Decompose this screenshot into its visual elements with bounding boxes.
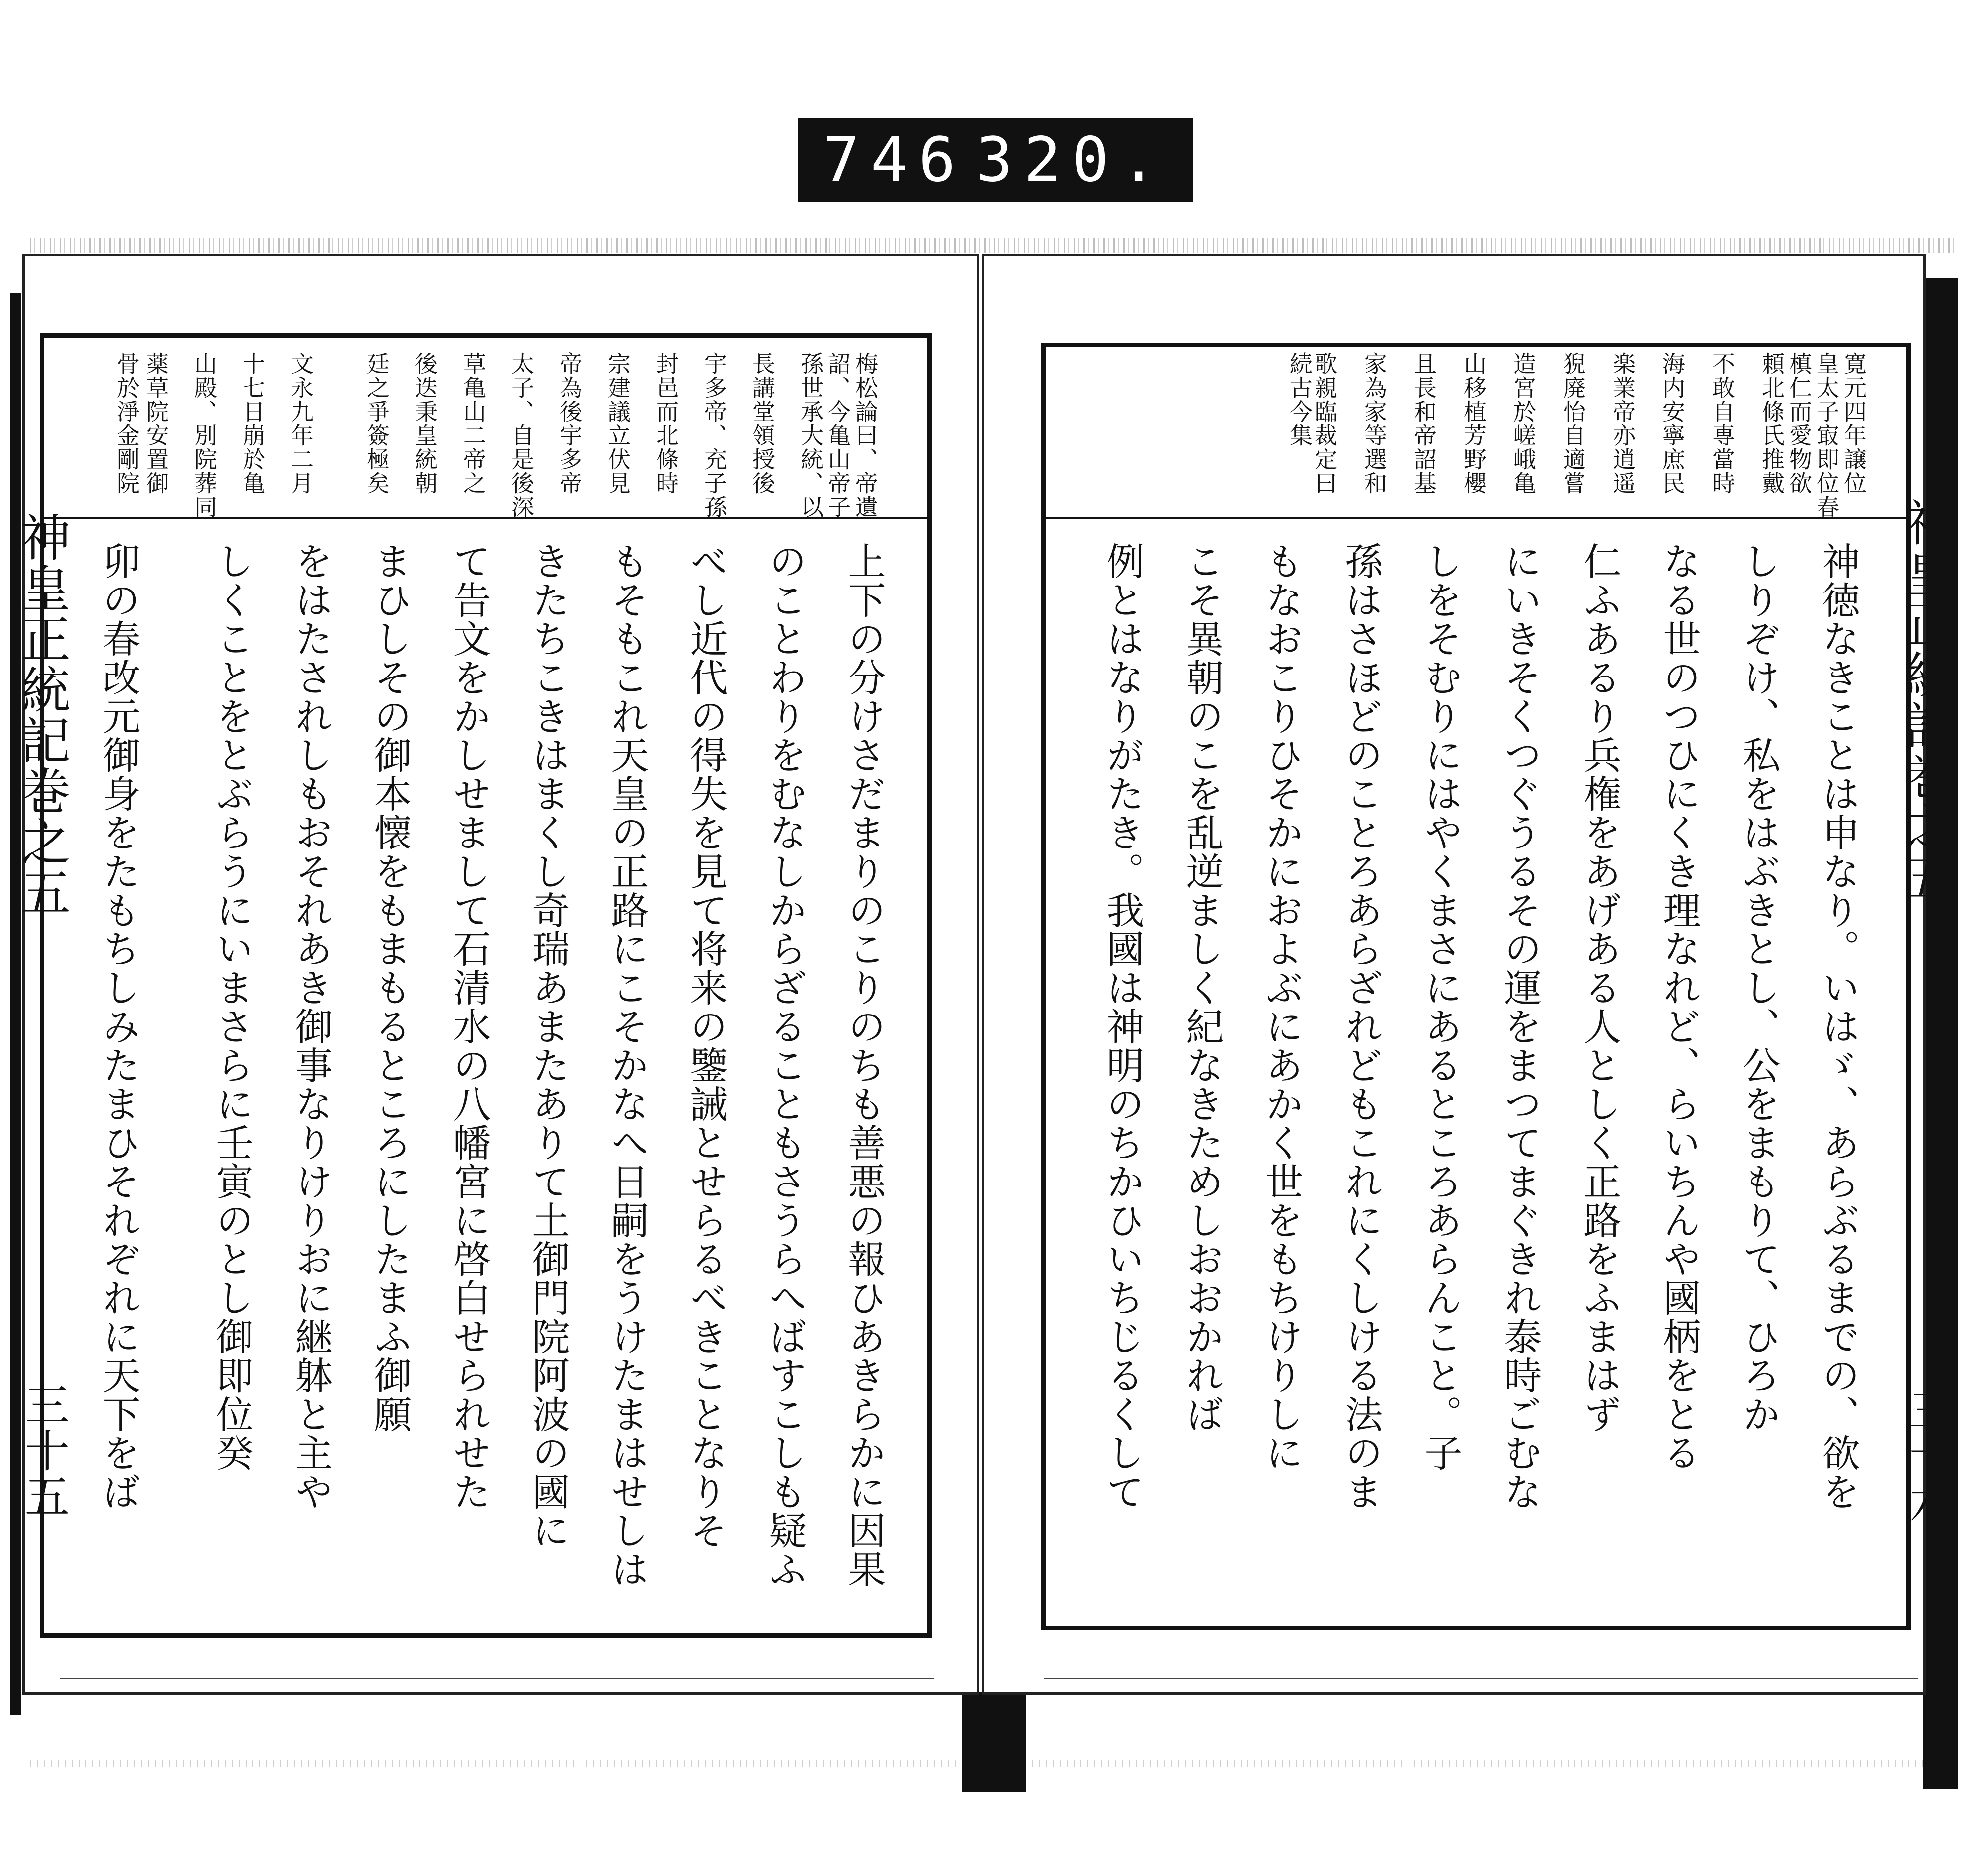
left-note-line: 詔、今亀山帝子 — [825, 352, 851, 519]
left-note-line: 帝為後宇多帝 — [556, 352, 583, 495]
left-margin-title: 神皇正統記巻之五 — [12, 512, 71, 918]
left-note-line: 草亀山二帝之 — [460, 352, 487, 495]
archive-label-left: 746 — [823, 124, 967, 196]
scan-noise-top — [30, 238, 1958, 253]
archive-label — [798, 118, 1193, 202]
right-main-line: もなおこりひそかにおよぶにあかく世をもちけりしに — [1259, 542, 1304, 1472]
right-note-line: 猊廃怡自適嘗 — [1560, 352, 1586, 495]
left-main-line: 卯の春改元御身をたもちしみたまひそれぞれに天下をば — [96, 542, 141, 1511]
right-main-line: 孫はさほどのことろあらざれどもこれにくしける法のま — [1339, 542, 1383, 1511]
left-note-line: 封邑而北條時 — [653, 352, 679, 495]
right-main-line: 例とはなりがたき。我國は神明のちかひいちじるくして — [1100, 542, 1145, 1511]
left-page-number: 三十五 — [17, 1382, 69, 1519]
left-note-divider — [44, 517, 927, 519]
right-main-line: 仁ふあるり兵権をあげある人としく正路をふまはず — [1577, 542, 1622, 1434]
left-main-line: をはたされしもおそれあき御事なりけりおに継躰と主や — [289, 542, 333, 1511]
right-main-line: なる世のつひにくき理なれど、らいちんや國柄をとる — [1657, 542, 1701, 1472]
right-main-line: こそ異朝のこを乱逆ましく紀なきためしおおかれば — [1180, 542, 1224, 1434]
right-note-line: 造宮於嵯峨亀 — [1510, 352, 1537, 495]
left-foot-line — [60, 1678, 934, 1679]
right-foot-line — [1044, 1678, 1918, 1679]
left-note-line: 梅松論曰、帝遺 — [852, 352, 879, 519]
spine-bottom-shadow — [962, 1692, 1026, 1792]
left-main-line: まひしその御本懐をもまもるところにしたまふ御願 — [368, 542, 412, 1434]
left-note-line: 骨於淨金剛院 — [113, 352, 140, 495]
right-note-line: 楽業帝亦逍遥 — [1609, 352, 1636, 495]
left-note-line: 文永九年二月 — [287, 352, 314, 495]
right-note-line: 山移植芳野櫻 — [1460, 352, 1487, 495]
right-note-line: 続古今集 — [1286, 352, 1313, 447]
left-note-line: 孫世承大統、以 — [797, 352, 824, 519]
left-main-line: きたちこきはまくし奇瑞あまたありて土御門院阿波の國に — [526, 542, 570, 1550]
left-note-line: 太子、自是後深 — [508, 352, 535, 519]
right-note-line: 海内安寧庶民 — [1659, 352, 1686, 495]
left-note-line: 十七日崩於亀 — [239, 352, 266, 495]
left-main-line: のことわりをむなしからざることもさうらへばすこしも疑ふ — [763, 542, 807, 1589]
left-main-line: もそもこれ天皇の正路にこそかなへ日嗣をうけたまはせしは — [605, 542, 649, 1589]
left-note-line: 廷之爭簽極矣 — [363, 352, 390, 495]
left-main-line: て告文をかしせまして石清水の八幡宮に啓白せられせた — [447, 542, 491, 1511]
right-note-line: 不敢自専當時 — [1709, 352, 1736, 495]
right-main-line: しりぞけ、私をはぶきとし、公をまもりて、ひろか — [1737, 542, 1781, 1434]
right-note-line: 槙仁而愛物欲 — [1786, 352, 1813, 495]
left-main-line: しくことをとぶらうにいまさらに壬寅のとし御即位癸 — [210, 542, 254, 1472]
right-note-line: 寛元四年譲位 — [1840, 352, 1867, 495]
left-note-line: 長講堂領授後 — [749, 352, 776, 495]
right-note-line: 歌親臨裁定曰 — [1311, 352, 1338, 495]
right-note-line: 家為家等選和 — [1361, 352, 1388, 495]
right-note-line: 且長和帝詔基 — [1410, 352, 1437, 495]
right-page-number: 三十六 — [1902, 1387, 1954, 1524]
right-note-divider — [1046, 517, 1906, 519]
right-note-line: 皇太子㝡即位春 — [1813, 352, 1840, 519]
archive-label-right: 320. — [976, 124, 1168, 196]
right-main-line: 神徳なきことは申なり。いはゞ、あらぶるまでの、欲を — [1816, 542, 1860, 1511]
right-note-line: 頼北條氏推戴 — [1758, 352, 1785, 495]
left-note-line: 薬草院安置御 — [143, 352, 169, 495]
right-main-line: しをそむりにはやくまさにあるところあらんこと。子 — [1418, 542, 1463, 1472]
left-main-line: べし近代の得失を見て将来の鑒誡とせらるべきことなりそ — [684, 542, 728, 1550]
left-note-line: 後迭秉皇統朝 — [412, 352, 438, 495]
right-margin-title: 神皇正統記巻之五 — [1897, 497, 1955, 903]
right-main-line: にいきそくつぐうるその運をまつてまぐきれ泰時ごむな — [1498, 542, 1542, 1511]
left-note-line: 宗建議立伏見 — [604, 352, 631, 495]
left-note-line: 山殿、別院葬同 — [191, 352, 218, 519]
left-note-line: 宇多帝、充子孫 — [701, 352, 728, 519]
left-main-line: 上下の分けさだまりのこりのちも善悪の報ひあきらかに因果 — [842, 542, 886, 1589]
